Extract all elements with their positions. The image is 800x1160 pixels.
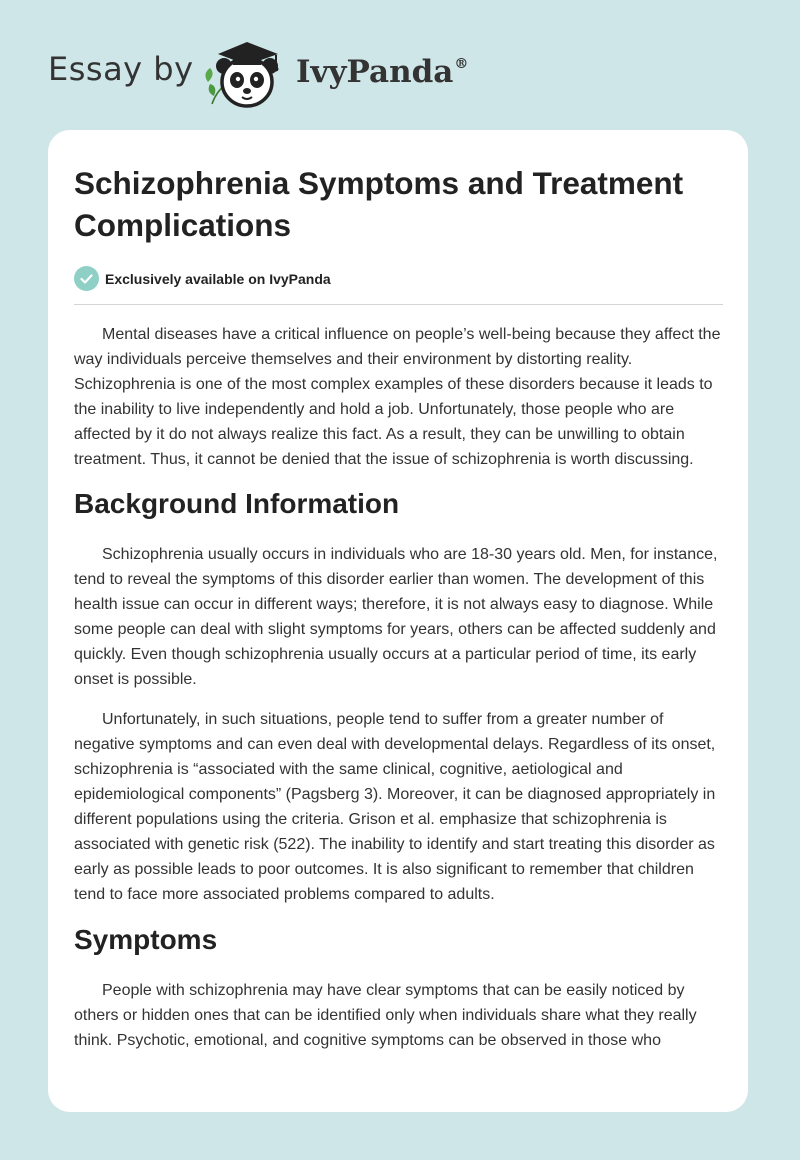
- brand-text: IvyPanda: [296, 54, 454, 90]
- exclusive-badge-label: Exclusively available on IvyPanda: [105, 270, 331, 287]
- symptoms-paragraph-1: People with schizophrenia may have clear symptoms that can be easily noticed by others or hidden ones that can be identified only when individuals share what they really think. Psychotic, emotional, and cognitive symptoms can be observed in those who: [74, 982, 697, 1049]
- intro-paragraph: Mental diseases have a critical influence on people’s well-being because they affect the way individuals perceive themselves and their environment by distorting reality. Schizophrenia is one of the most complex examples of these disorders because it leads to the inability to live independently and hold a job. Unfortunately, those people who are affected by it do not always realize this fact. As a result, they can be unwilling to obtain treatment. Thus, it cannot be denied that the issue of schizophrenia is worth discussing.: [74, 326, 721, 468]
- checkmark-icon: [74, 266, 99, 291]
- section-heading-background: Background Information: [74, 488, 400, 519]
- site-header: [0, 0, 800, 130]
- exclusive-badge: [74, 266, 722, 291]
- essay-card: [48, 130, 748, 1112]
- background-paragraph-2: Unfortunately, in such situations, people tend to suffer from a greater number of negative symptoms and can even deal with developmental delays. Regardless of its onset, schizophrenia is “associated with the same clinical, cognitive, aetiological and epidemiological components” (Pagsberg 3). Moreover, it can be diagnosed appropriately in different populations using the criteria. Grison et al. emphasize that schizophrenia is associated with genetic risk (522). The inability to identify and start treating this disorder as early as possible leads to poor outcomes. It is also significant to remember that children tend to face more associated problems compared to adults.: [74, 711, 716, 903]
- brand-name[interactable]: [296, 54, 468, 90]
- registered-mark: ®: [454, 56, 469, 72]
- title-divider: [74, 304, 723, 305]
- section-heading-symptoms: Symptoms: [74, 924, 218, 955]
- background-paragraph-1: Schizophrenia usually occurs in individuals who are 18-30 years old. Men, for instance, tend to reveal the symptoms of this disorder earlier than women. The development of this health issue can occur in different ways; therefore, it is not always easy to diagnose. While some people can deal with slight symptoms for years, others can be affected suddenly and quickly. Even though schizophrenia usually occurs at a particular period of time, its early onset is possible.: [74, 546, 718, 688]
- panda-logo-icon[interactable]: [200, 34, 290, 115]
- essay-title: Schizophrenia Symptoms and Treatment Complications: [74, 165, 684, 243]
- essay-by-label: Essay by: [48, 50, 194, 88]
